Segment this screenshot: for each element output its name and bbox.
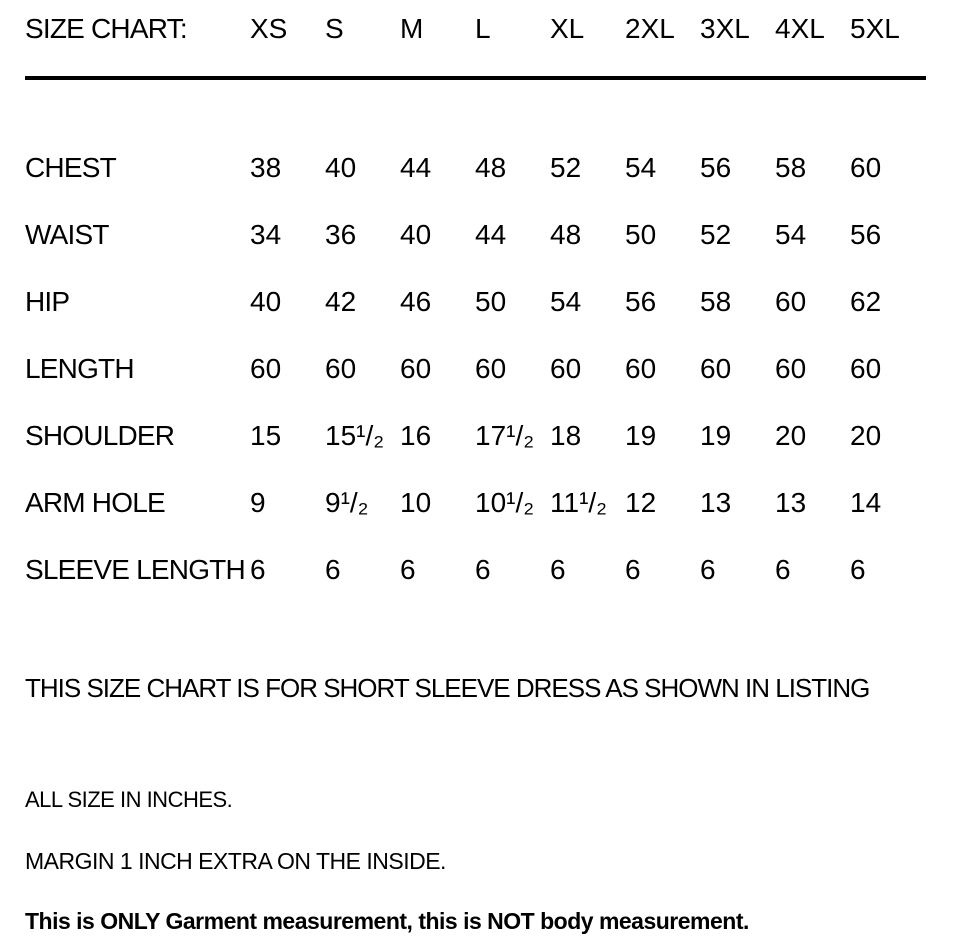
cell-waist-5xl: 56 xyxy=(850,218,882,250)
cell-sleeve-length-3xl: 6 xyxy=(700,553,716,585)
table-row-chest xyxy=(25,134,954,201)
cell-arm-hole-2xl: 12 xyxy=(625,486,657,518)
row-label-chest: CHEST xyxy=(25,151,116,183)
cell-hip-4xl: 60 xyxy=(775,285,807,317)
table-row-length xyxy=(25,335,954,402)
cell-chest-3xl: 56 xyxy=(700,151,732,183)
cell-length-xs: 60 xyxy=(250,352,282,384)
size-column-header-xl: XL xyxy=(550,13,585,44)
cell-shoulder-xl: 18 xyxy=(550,419,582,451)
cell-sleeve-length-s: 6 xyxy=(325,553,341,585)
cell-length-m: 60 xyxy=(400,352,432,384)
cell-shoulder-3xl: 19 xyxy=(700,419,732,451)
cell-chest-4xl: 58 xyxy=(775,151,807,183)
cell-length-2xl: 60 xyxy=(625,352,657,384)
cell-shoulder-l: 17¹/₂ xyxy=(475,419,535,451)
cell-chest-2xl: 54 xyxy=(625,151,657,183)
cell-hip-3xl: 58 xyxy=(700,285,732,317)
cell-waist-xl: 48 xyxy=(550,218,582,250)
cell-waist-xs: 34 xyxy=(250,218,282,250)
cell-hip-xs: 40 xyxy=(250,285,282,317)
table-row-waist xyxy=(25,201,954,268)
cell-arm-hole-m: 10 xyxy=(400,486,432,518)
note-garment-measurement-disclaimer: This is ONLY Garment measurement, this is NOT body measurement. xyxy=(25,908,749,934)
cell-sleeve-length-xs: 6 xyxy=(250,553,266,585)
cell-arm-hole-5xl: 14 xyxy=(850,486,882,518)
size-column-header-xs: XS xyxy=(250,13,288,44)
cell-chest-l: 48 xyxy=(475,151,507,183)
header-underline xyxy=(25,76,926,80)
cell-shoulder-xs: 15 xyxy=(250,419,282,451)
cell-shoulder-5xl: 20 xyxy=(850,419,882,451)
cell-sleeve-length-l: 6 xyxy=(475,553,491,585)
cell-length-s: 60 xyxy=(325,352,357,384)
cell-chest-xs: 38 xyxy=(250,151,282,183)
size-column-header-3xl: 3XL xyxy=(700,13,750,44)
note-all-size-in-inches: ALL SIZE IN INCHES. xyxy=(25,787,233,812)
size-column-header-2xl: 2XL xyxy=(625,13,675,44)
row-label-shoulder: SHOULDER xyxy=(25,419,175,451)
cell-waist-2xl: 50 xyxy=(625,218,657,250)
cell-chest-s: 40 xyxy=(325,151,357,183)
cell-arm-hole-4xl: 13 xyxy=(775,486,807,518)
size-column-header-l: L xyxy=(475,13,491,44)
cell-hip-2xl: 56 xyxy=(625,285,657,317)
cell-hip-s: 42 xyxy=(325,285,357,317)
cell-arm-hole-l: 10¹/₂ xyxy=(475,486,535,518)
header-row xyxy=(25,4,954,54)
table-row-arm-hole xyxy=(25,469,954,536)
cell-length-5xl: 60 xyxy=(850,352,882,384)
size-column-header-m: M xyxy=(400,13,424,44)
table-row-sleeve-length xyxy=(25,536,954,603)
size-chart-table xyxy=(25,4,954,603)
cell-sleeve-length-2xl: 6 xyxy=(625,553,641,585)
row-label-length: LENGTH xyxy=(25,352,134,384)
cell-sleeve-length-xl: 6 xyxy=(550,553,566,585)
cell-sleeve-length-m: 6 xyxy=(400,553,416,585)
cell-shoulder-4xl: 20 xyxy=(775,419,807,451)
cell-hip-xl: 54 xyxy=(550,285,582,317)
cell-waist-s: 36 xyxy=(325,218,357,250)
cell-shoulder-s: 15¹/₂ xyxy=(325,419,385,451)
cell-length-4xl: 60 xyxy=(775,352,807,384)
table-row-shoulder xyxy=(25,402,954,469)
cell-shoulder-2xl: 19 xyxy=(625,419,657,451)
cell-chest-m: 44 xyxy=(400,151,432,183)
size-column-header-5xl: 5XL xyxy=(850,13,900,44)
cell-waist-3xl: 52 xyxy=(700,218,732,250)
cell-chest-5xl: 60 xyxy=(850,151,882,183)
size-column-header-4xl: 4XL xyxy=(775,13,825,44)
table-row-hip xyxy=(25,268,954,335)
size-chart-title: SIZE CHART: xyxy=(25,13,187,44)
cell-length-3xl: 60 xyxy=(700,352,732,384)
row-label-waist: WAIST xyxy=(25,218,109,250)
cell-length-l: 60 xyxy=(475,352,507,384)
row-label-sleeve-length: SLEEVE LENGTH xyxy=(25,553,245,585)
cell-length-xl: 60 xyxy=(550,352,582,384)
cell-hip-l: 50 xyxy=(475,285,507,317)
cell-waist-4xl: 54 xyxy=(775,218,807,250)
row-label-arm-hole: ARM HOLE xyxy=(25,486,165,518)
cell-chest-xl: 52 xyxy=(550,151,582,183)
cell-arm-hole-xl: 11¹/₂ xyxy=(550,486,608,518)
note-short-sleeve-listing: THIS SIZE CHART IS FOR SHORT SLEEVE DRESS AS SHOWN IN LISTING xyxy=(25,673,870,703)
cell-arm-hole-s: 9¹/₂ xyxy=(325,486,369,518)
size-column-header-s: S xyxy=(325,13,344,44)
cell-hip-5xl: 62 xyxy=(850,285,882,317)
cell-waist-m: 40 xyxy=(400,218,432,250)
note-margin-extra: MARGIN 1 INCH EXTRA ON THE INSIDE. xyxy=(25,848,446,874)
cell-sleeve-length-4xl: 6 xyxy=(775,553,791,585)
cell-shoulder-m: 16 xyxy=(400,419,432,451)
cell-arm-hole-3xl: 13 xyxy=(700,486,732,518)
cell-arm-hole-xs: 9 xyxy=(250,486,266,518)
row-label-hip: HIP xyxy=(25,285,70,317)
cell-waist-l: 44 xyxy=(475,218,507,250)
cell-hip-m: 46 xyxy=(400,285,432,317)
cell-sleeve-length-5xl: 6 xyxy=(850,553,866,585)
measurement-rows xyxy=(25,134,954,603)
